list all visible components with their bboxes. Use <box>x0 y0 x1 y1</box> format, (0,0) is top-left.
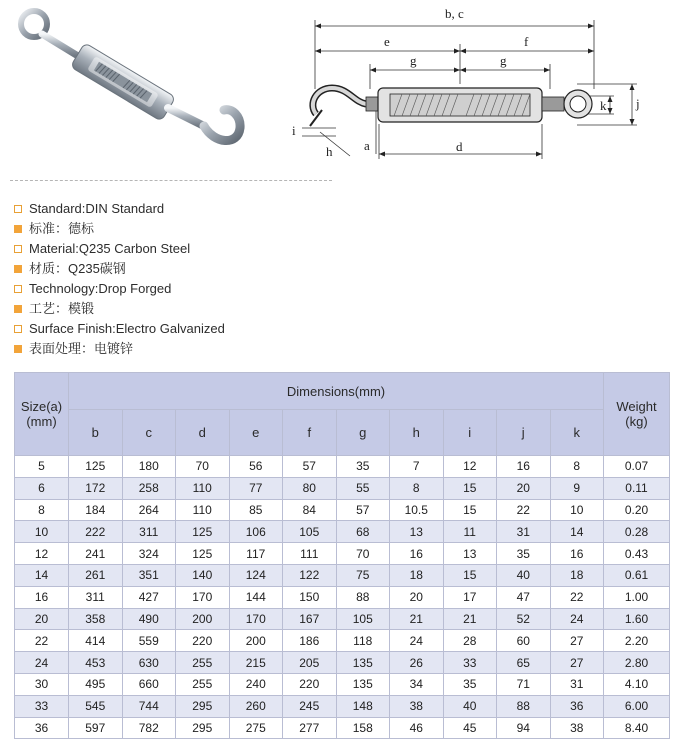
dimension-cell: 46 <box>390 717 444 739</box>
dimension-cell: 21 <box>390 608 444 630</box>
dimension-cell: 40 <box>443 695 497 717</box>
column-header: g <box>336 410 390 456</box>
dimension-cell: 15 <box>443 477 497 499</box>
dimension-cell: 40 <box>497 564 551 586</box>
dimension-cell: 170 <box>229 608 283 630</box>
dimension-cell: 245 <box>283 695 337 717</box>
label-e: e <box>384 34 390 49</box>
dimension-cell: 111 <box>283 543 337 565</box>
dimension-cell: 20 <box>390 586 444 608</box>
dimension-cell: 240 <box>229 673 283 695</box>
dimension-cell: 20 <box>497 477 551 499</box>
spec-text: Surface Finish:Electro Galvanized <box>29 321 225 336</box>
weight-cell: 0.20 <box>604 499 670 521</box>
size-cell: 14 <box>15 564 69 586</box>
dimension-cell: 110 <box>176 477 230 499</box>
table-row <box>15 477 670 499</box>
dimension-cell: 414 <box>69 630 123 652</box>
dimension-cell: 28 <box>443 630 497 652</box>
spec-item <box>14 199 225 219</box>
dimension-cell: 264 <box>122 499 176 521</box>
dimension-cell: 135 <box>336 673 390 695</box>
dimension-cell: 184 <box>69 499 123 521</box>
dimension-cell: 8 <box>390 477 444 499</box>
dimension-cell: 125 <box>176 521 230 543</box>
dimension-cell: 255 <box>176 652 230 674</box>
label-i: i <box>292 123 296 138</box>
dimension-cell: 85 <box>229 499 283 521</box>
dimension-cell: 158 <box>336 717 390 739</box>
table-row <box>15 521 670 543</box>
dimension-cell: 261 <box>69 564 123 586</box>
table-row <box>15 630 670 652</box>
dimension-cell: 88 <box>497 695 551 717</box>
table-row <box>15 543 670 565</box>
dimension-cell: 140 <box>176 564 230 586</box>
dimension-cell: 52 <box>497 608 551 630</box>
size-cell: 36 <box>15 717 69 739</box>
dimension-cell: 150 <box>283 586 337 608</box>
label-g-left: g <box>410 53 417 68</box>
dimension-cell: 180 <box>122 456 176 478</box>
dimension-cell: 275 <box>229 717 283 739</box>
dimension-cell: 215 <box>229 652 283 674</box>
dimension-cell: 22 <box>497 499 551 521</box>
dimension-drawing <box>292 4 682 164</box>
dimension-cell: 21 <box>443 608 497 630</box>
size-cell: 22 <box>15 630 69 652</box>
size-cell: 6 <box>15 477 69 499</box>
dimension-cell: 144 <box>229 586 283 608</box>
size-header-line1: Size(a) <box>20 399 63 414</box>
dimension-cell: 117 <box>229 543 283 565</box>
size-cell: 16 <box>15 586 69 608</box>
weight-cell: 0.11 <box>604 477 670 499</box>
size-cell: 5 <box>15 456 69 478</box>
table-row <box>15 652 670 674</box>
label-f: f <box>524 34 529 49</box>
table-row <box>15 695 670 717</box>
dimension-cell: 427 <box>122 586 176 608</box>
dimension-cell: 110 <box>176 499 230 521</box>
dimension-cell: 295 <box>176 717 230 739</box>
dimension-cell: 255 <box>176 673 230 695</box>
dimension-cell: 18 <box>550 564 604 586</box>
dimension-cell: 118 <box>336 630 390 652</box>
dimension-cell: 26 <box>390 652 444 674</box>
weight-cell: 8.40 <box>604 717 670 739</box>
dimension-cell: 80 <box>283 477 337 499</box>
dimension-cell: 186 <box>283 630 337 652</box>
dimension-cell: 47 <box>497 586 551 608</box>
spec-text: Standard:DIN Standard <box>29 201 165 216</box>
dimension-cell: 311 <box>69 586 123 608</box>
turnbuckle-body <box>70 43 175 122</box>
dimension-cell: 172 <box>69 477 123 499</box>
section-divider <box>10 180 332 181</box>
label-j: j <box>636 96 640 111</box>
dimension-cell: 125 <box>176 543 230 565</box>
dimension-cell: 13 <box>443 543 497 565</box>
weight-header-line1: Weight <box>616 399 657 414</box>
spec-item <box>14 279 225 299</box>
square-bullet-icon <box>14 325 22 333</box>
dimension-cell: 220 <box>283 673 337 695</box>
square-bullet-icon <box>14 205 22 213</box>
table-row <box>15 673 670 695</box>
label-bc: b, c <box>445 6 464 21</box>
dimension-cell: 88 <box>336 586 390 608</box>
dimension-cell: 31 <box>550 673 604 695</box>
dimension-cell: 70 <box>176 456 230 478</box>
dimension-cell: 170 <box>176 586 230 608</box>
size-cell: 8 <box>15 499 69 521</box>
dimension-cell: 55 <box>336 477 390 499</box>
dimensions-header: Dimensions(mm) <box>69 373 604 410</box>
weight-cell: 1.60 <box>604 608 670 630</box>
spec-item <box>14 239 225 259</box>
dimension-cell: 495 <box>69 673 123 695</box>
dimension-cell: 38 <box>550 717 604 739</box>
turnbuckle-photo <box>8 4 248 154</box>
dimension-cell: 559 <box>122 630 176 652</box>
dimension-cell: 744 <box>122 695 176 717</box>
dimension-cell: 10.5 <box>390 499 444 521</box>
dimension-cell: 311 <box>122 521 176 543</box>
weight-cell: 0.61 <box>604 564 670 586</box>
size-header-line2: (mm) <box>26 414 57 429</box>
dimension-cell: 105 <box>283 521 337 543</box>
dimension-cell: 490 <box>122 608 176 630</box>
square-bullet-icon <box>14 245 22 253</box>
dimension-cell: 222 <box>69 521 123 543</box>
weight-cell: 0.07 <box>604 456 670 478</box>
dimension-cell: 68 <box>336 521 390 543</box>
dimension-cell: 324 <box>122 543 176 565</box>
column-header: b <box>69 410 123 456</box>
spec-item <box>14 299 225 319</box>
dimension-cell: 27 <box>550 652 604 674</box>
column-header: d <box>176 410 230 456</box>
dimension-cell: 148 <box>336 695 390 717</box>
dimension-cell: 660 <box>122 673 176 695</box>
spec-item <box>14 319 225 339</box>
label-d: d <box>456 139 463 154</box>
dimension-cell: 56 <box>229 456 283 478</box>
dimension-cell: 358 <box>69 608 123 630</box>
label-k: k <box>600 98 607 113</box>
dimension-cell: 8 <box>550 456 604 478</box>
table-row <box>15 499 670 521</box>
size-header <box>15 373 69 456</box>
dimension-cell: 35 <box>336 456 390 478</box>
dimension-cell: 220 <box>176 630 230 652</box>
dimension-cell: 24 <box>550 608 604 630</box>
dimension-cell: 124 <box>229 564 283 586</box>
dimension-cell: 11 <box>443 521 497 543</box>
dimension-cell: 200 <box>176 608 230 630</box>
weight-cell: 0.43 <box>604 543 670 565</box>
dimension-cell: 31 <box>497 521 551 543</box>
spec-text: 材质：Q235碳钢 <box>29 261 126 276</box>
square-bullet-icon <box>14 265 22 273</box>
size-cell: 20 <box>15 608 69 630</box>
column-header: j <box>497 410 551 456</box>
column-header: k <box>550 410 604 456</box>
dimension-cell: 135 <box>336 652 390 674</box>
weight-cell: 4.10 <box>604 673 670 695</box>
dimension-cell: 782 <box>122 717 176 739</box>
dimension-cell: 205 <box>283 652 337 674</box>
weight-cell: 6.00 <box>604 695 670 717</box>
column-header: h <box>390 410 444 456</box>
eye-end <box>21 11 78 56</box>
table-body <box>15 456 670 739</box>
column-header: f <box>283 410 337 456</box>
spec-text: Material:Q235 Carbon Steel <box>29 241 191 256</box>
weight-cell: 2.80 <box>604 652 670 674</box>
dimension-cell: 260 <box>229 695 283 717</box>
weight-cell: 0.28 <box>604 521 670 543</box>
dimension-cell: 18 <box>390 564 444 586</box>
dimension-cell: 351 <box>122 564 176 586</box>
dimension-cell: 10 <box>550 499 604 521</box>
dimension-cell: 60 <box>497 630 551 652</box>
table-row <box>15 717 670 739</box>
spec-text: 标准：德标 <box>29 221 95 236</box>
dimension-cell: 65 <box>497 652 551 674</box>
size-cell: 12 <box>15 543 69 565</box>
dimension-cell: 167 <box>283 608 337 630</box>
dimension-cell: 33 <box>443 652 497 674</box>
square-bullet-icon <box>14 225 22 233</box>
square-bullet-icon <box>14 305 22 313</box>
dimension-cell: 94 <box>497 717 551 739</box>
dimensions-table <box>14 372 670 739</box>
hook-end <box>168 108 240 141</box>
dimension-cell: 27 <box>550 630 604 652</box>
table-row <box>15 586 670 608</box>
dimension-cell: 200 <box>229 630 283 652</box>
dimension-cell: 45 <box>443 717 497 739</box>
drawing-part <box>310 88 592 126</box>
dimension-cell: 277 <box>283 717 337 739</box>
dimension-cell: 35 <box>443 673 497 695</box>
weight-header <box>604 373 670 456</box>
label-g-right: g <box>500 53 507 68</box>
dimension-cell: 14 <box>550 521 604 543</box>
dimension-cell: 241 <box>69 543 123 565</box>
dimension-cell: 57 <box>283 456 337 478</box>
dimension-cell: 15 <box>443 564 497 586</box>
dimension-cell: 16 <box>390 543 444 565</box>
dimension-cell: 453 <box>69 652 123 674</box>
dimension-cell: 12 <box>443 456 497 478</box>
size-cell: 33 <box>15 695 69 717</box>
square-bullet-icon <box>14 285 22 293</box>
dimension-cell: 24 <box>390 630 444 652</box>
dimension-cell: 13 <box>390 521 444 543</box>
table-row <box>15 564 670 586</box>
dimension-cell: 597 <box>69 717 123 739</box>
spec-item <box>14 219 225 239</box>
dimension-cell: 75 <box>336 564 390 586</box>
spec-item <box>14 259 225 279</box>
table-row <box>15 456 670 478</box>
dimension-cell: 35 <box>497 543 551 565</box>
dimension-cell: 16 <box>497 456 551 478</box>
dimension-cell: 105 <box>336 608 390 630</box>
spec-text: Technology:Drop Forged <box>29 281 172 296</box>
table-row <box>15 608 670 630</box>
dimension-cell: 77 <box>229 477 283 499</box>
dimension-cell: 125 <box>69 456 123 478</box>
dimension-cell: 16 <box>550 543 604 565</box>
dimension-cell: 7 <box>390 456 444 478</box>
size-cell: 24 <box>15 652 69 674</box>
weight-cell: 1.00 <box>604 586 670 608</box>
dimension-cell: 36 <box>550 695 604 717</box>
weight-cell: 2.20 <box>604 630 670 652</box>
dimension-cell: 84 <box>283 499 337 521</box>
dimension-cell: 17 <box>443 586 497 608</box>
dimension-cell: 122 <box>283 564 337 586</box>
label-a: a <box>364 138 370 153</box>
dimension-cell: 106 <box>229 521 283 543</box>
spec-text: 表面处理：电镀锌 <box>29 341 134 356</box>
size-cell: 30 <box>15 673 69 695</box>
dimension-cell: 545 <box>69 695 123 717</box>
spec-list <box>14 199 225 359</box>
column-header: e <box>229 410 283 456</box>
dimension-cell: 70 <box>336 543 390 565</box>
dimension-cell: 38 <box>390 695 444 717</box>
column-header: i <box>443 410 497 456</box>
dimension-cell: 295 <box>176 695 230 717</box>
dimension-cell: 9 <box>550 477 604 499</box>
dimension-cell: 71 <box>497 673 551 695</box>
weight-header-line2: (kg) <box>625 414 648 429</box>
dimension-cell: 630 <box>122 652 176 674</box>
dimension-cell: 258 <box>122 477 176 499</box>
dimension-cell: 34 <box>390 673 444 695</box>
dimension-cell: 22 <box>550 586 604 608</box>
size-cell: 10 <box>15 521 69 543</box>
dimension-cell: 57 <box>336 499 390 521</box>
dimension-cell: 15 <box>443 499 497 521</box>
label-h: h <box>326 144 333 159</box>
square-bullet-icon <box>14 345 22 353</box>
spec-text: 工艺：模锻 <box>29 301 95 316</box>
column-header: c <box>122 410 176 456</box>
spec-item <box>14 339 225 359</box>
